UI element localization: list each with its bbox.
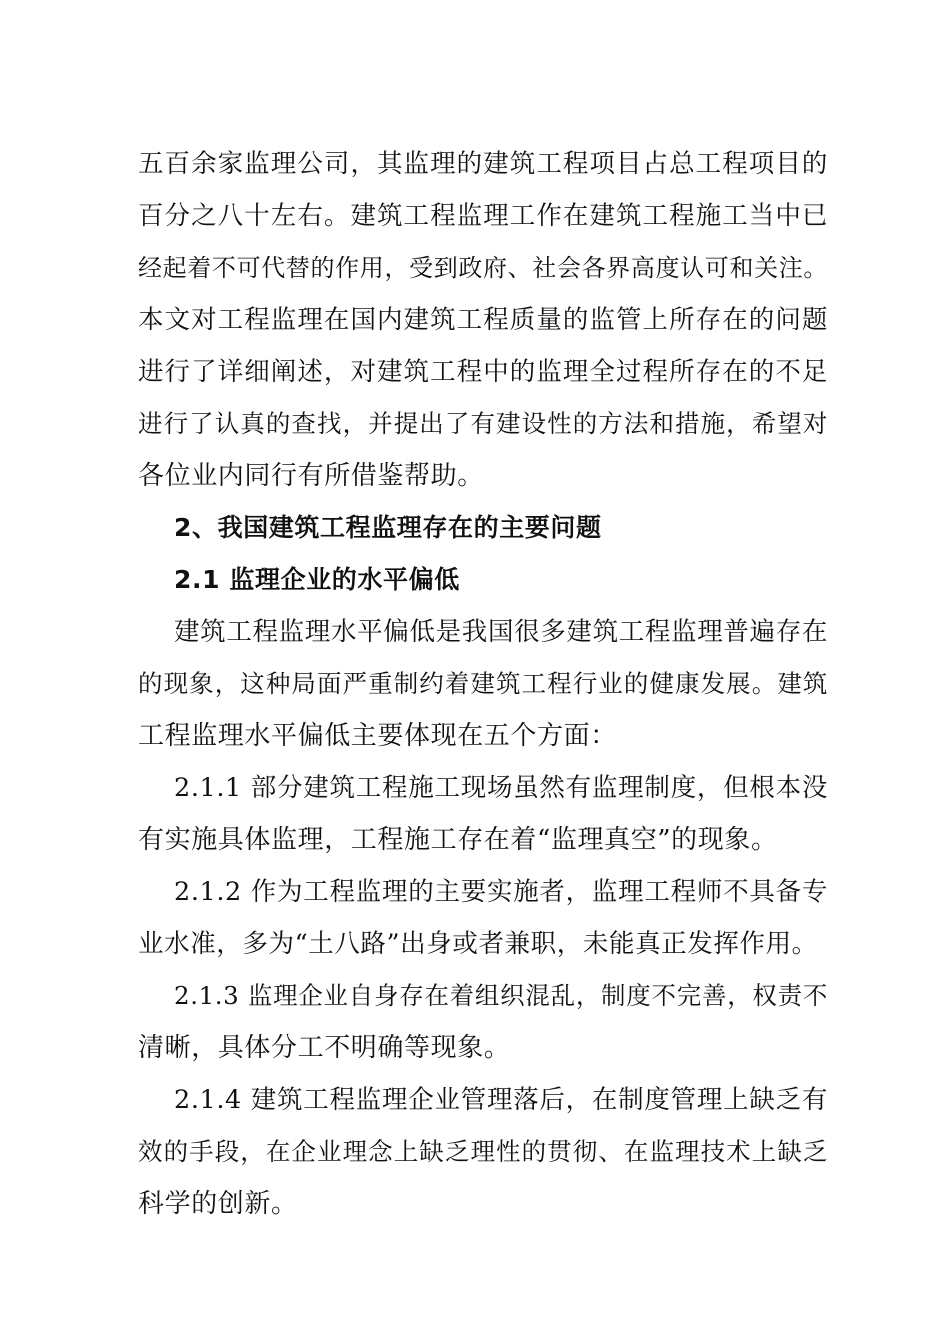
paragraph-line: 各位业内同行有所借鉴帮助。	[138, 461, 484, 491]
paragraph-line: 工程监理水平偏低主要体现在五个方面：	[138, 721, 617, 751]
paragraph-line: 经起着不可代替的作用，受到政府、社会各界高度认可和关注。	[138, 254, 828, 282]
list-item-line: 科学的创新。	[138, 1189, 298, 1219]
list-item-line: 清晰，具体分工不明确等现象。	[138, 1033, 511, 1063]
document-body	[138, 138, 828, 1230]
paragraph-line: 五百余家监理公司，其监理的建筑工程项目占总工程项目的	[138, 149, 828, 179]
list-item-line: 2.1.3 监理企业自身存在着组织混乱，制度不完善，权责不	[174, 981, 828, 1010]
list-item-line: 2.1.4 建筑工程监理企业管理落后，在制度管理上缺乏有	[174, 1085, 828, 1115]
list-item-line: 有实施具体监理，工程施工存在着“监理真空”的现象。	[138, 825, 778, 855]
paragraph-line: 进行了认真的查找，并提出了有建设性的方法和措施，希望对	[138, 409, 828, 438]
paragraph-line: 建筑工程监理水平偏低是我国很多建筑工程监理普遍存在	[174, 617, 828, 647]
paragraph-line: 百分之八十左右。建筑工程监理工作在建筑工程施工当中已	[138, 201, 828, 231]
paragraph-line: 的现象，这种局面严重制约着建筑工程行业的健康发展。建筑	[138, 669, 828, 698]
list-item-line: 2.1.2 作为工程监理的主要实施者，监理工程师不具备专	[174, 877, 828, 907]
list-item-line: 业水准，多为“土八路”出身或者兼职，未能真正发挥作用。	[138, 929, 818, 959]
list-item-line: 效的手段，在企业理念上缺乏理性的贯彻、在监理技术上缺乏	[138, 1137, 828, 1166]
paragraph-line: 本文对工程监理在国内建筑工程质量的监管上所存在的问题	[138, 305, 828, 335]
paragraph-line: 进行了详细阐述，对建筑工程中的监理全过程所存在的不足	[138, 357, 828, 387]
list-item-line: 2.1.1 部分建筑工程施工现场虽然有监理制度，但根本没	[174, 773, 828, 803]
section-heading: 2、我国建筑工程监理存在的主要问题	[174, 513, 602, 542]
subsection-heading: 2.1 监理企业的水平偏低	[174, 565, 460, 594]
